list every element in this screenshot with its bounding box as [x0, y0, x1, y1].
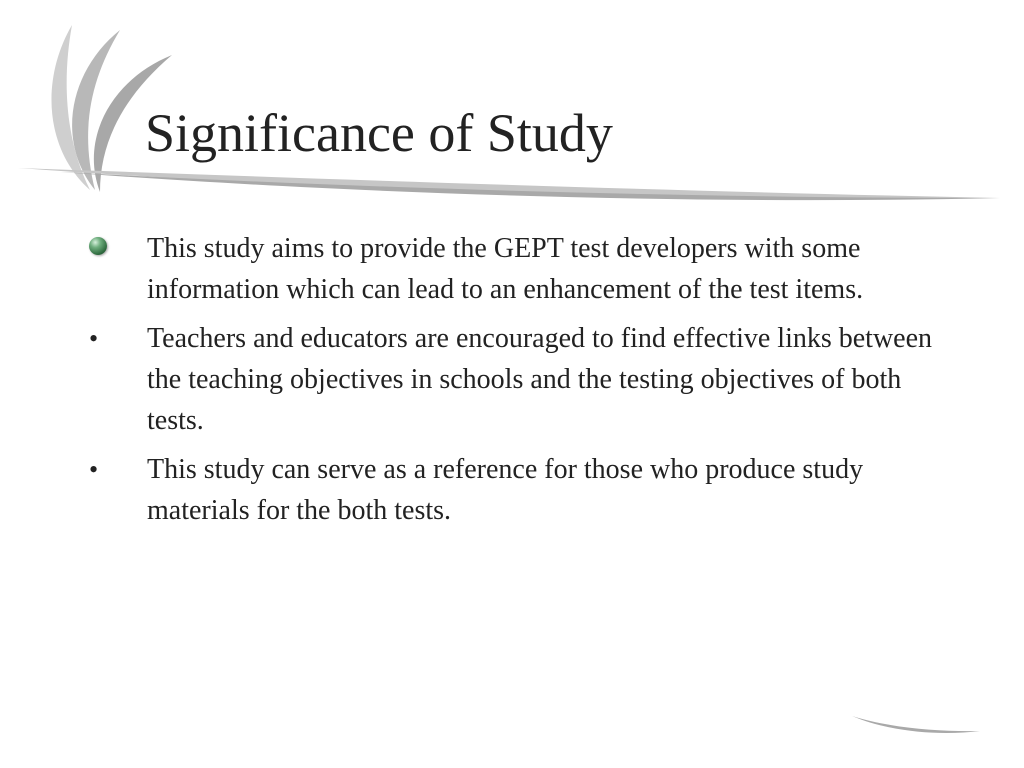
- bullet-item-1: [80, 228, 960, 310]
- green-sphere-bullet-icon: [89, 237, 107, 255]
- bullet-marker: [80, 228, 120, 269]
- bullet-text: This study can serve as a reference for those who produce study materials for the both tests.: [147, 454, 864, 526]
- bullet-dot: •: [89, 455, 99, 484]
- bullet-dot: •: [89, 324, 99, 353]
- bullet-item-2: [80, 318, 960, 441]
- bullet-list: [80, 228, 960, 539]
- bullet-item-3: [80, 449, 960, 531]
- slide-title: Significance of Study: [145, 103, 613, 163]
- bullet-marker: [80, 449, 120, 490]
- bullet-marker: [80, 318, 120, 359]
- bullet-text: This study aims to provide the GEPT test developers with some information which can lead to an enhancement of the test items.: [147, 233, 864, 305]
- swoosh-decoration-bottom: [840, 700, 1000, 750]
- bullet-text: Teachers and educators are encouraged to find effective links between the teaching objectives in schools and the testing objectives of both tests.: [147, 323, 933, 436]
